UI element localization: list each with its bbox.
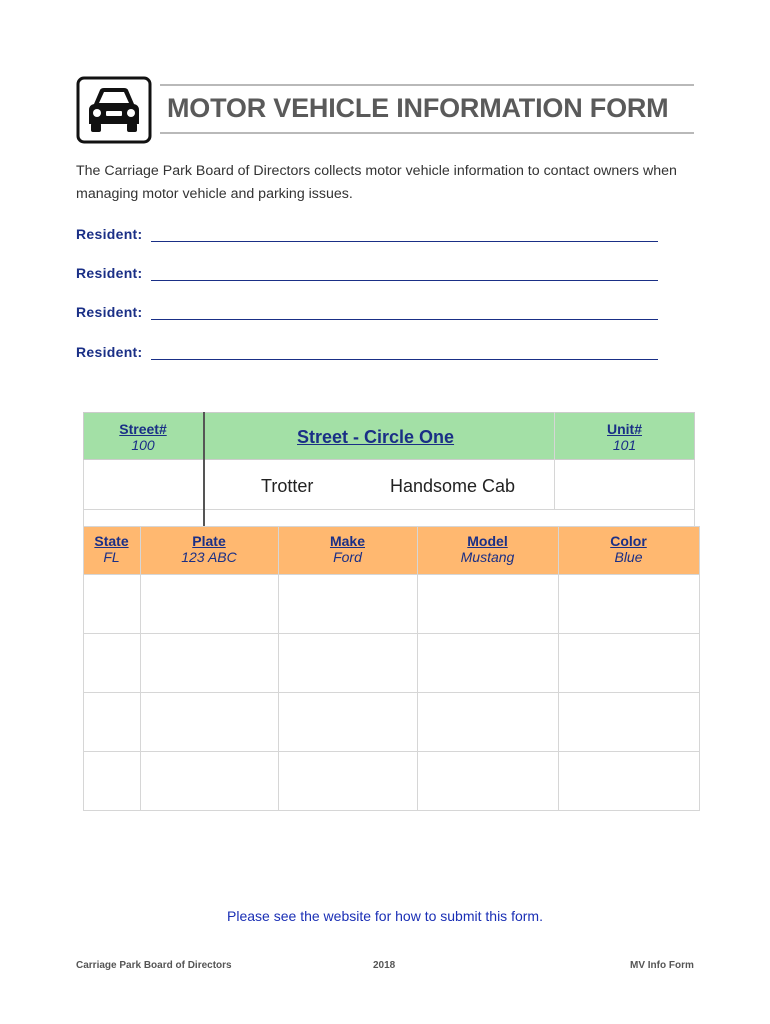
color-label: Color	[610, 533, 647, 549]
column-divider	[558, 526, 559, 811]
resident-input-line[interactable]	[151, 229, 659, 242]
intro-text: The Carriage Park Board of Directors collects motor vehicle information to contact owners when managing motor vehicle and parking issues.	[76, 163, 677, 202]
resident-input-line[interactable]	[151, 268, 659, 281]
make-header-cell	[278, 533, 417, 565]
state-label: State	[94, 533, 129, 549]
resident-name-first: Trotter	[261, 476, 314, 496]
row-divider	[83, 692, 700, 693]
header-rule-top	[160, 84, 694, 86]
footer-right: MV Info Form	[630, 960, 694, 971]
unit-label: Unit#	[607, 421, 642, 437]
model-header-cell	[417, 533, 558, 565]
resident-field-4[interactable]	[76, 340, 666, 360]
resident-name-second: Handsome Cab	[390, 476, 516, 496]
row-divider	[83, 810, 700, 811]
plate-label: Plate	[192, 533, 226, 549]
column-divider	[203, 412, 205, 526]
unit-value: 101	[612, 437, 637, 453]
plate-header-cell	[140, 533, 278, 565]
column-divider	[278, 526, 279, 811]
vehicle-table	[83, 526, 700, 811]
address-table-row	[83, 460, 695, 510]
submit-note: Please see the website for how to submit this form.	[227, 908, 543, 924]
header-rule-bottom	[160, 132, 694, 134]
resident-field-3[interactable]	[76, 300, 666, 320]
form-title: MOTOR VEHICLE INFORMATION FORM	[167, 93, 669, 123]
resident-input-line[interactable]	[151, 347, 659, 360]
footer-center: 2018	[373, 960, 396, 971]
resident-field-1[interactable]	[76, 222, 666, 242]
column-divider	[699, 526, 700, 811]
car-icon	[76, 76, 152, 144]
plate-value: 123 ABC	[181, 549, 237, 565]
state-value: FL	[103, 549, 120, 565]
column-divider	[83, 526, 84, 811]
resident-label: Resident:	[76, 304, 143, 320]
street-name: Street - Circle One	[297, 427, 455, 447]
resident-field-2[interactable]	[76, 261, 666, 281]
model-label: Model	[467, 533, 508, 549]
street-number-label: Street#	[119, 421, 167, 437]
address-table-row-empty	[83, 510, 695, 526]
row-divider	[83, 751, 700, 752]
color-header-cell	[558, 533, 699, 565]
row-divider	[83, 526, 700, 527]
resident-label: Resident:	[76, 265, 143, 281]
color-value: Blue	[614, 549, 643, 565]
make-label: Make	[329, 533, 366, 549]
row-divider	[83, 633, 700, 634]
resident-label: Resident:	[76, 226, 143, 242]
footer-left: Carriage Park Board of Directors	[76, 960, 232, 971]
state-header-cell	[83, 533, 140, 565]
unit-cell	[554, 421, 695, 453]
row-divider	[83, 574, 700, 575]
model-value: Mustang	[460, 549, 515, 565]
column-divider	[417, 526, 418, 811]
street-number-cell	[83, 421, 203, 453]
resident-label: Resident:	[76, 344, 143, 360]
resident-input-line[interactable]	[151, 307, 659, 320]
street-number-value: 100	[131, 437, 155, 453]
column-divider	[140, 526, 141, 811]
make-value: Ford	[333, 549, 362, 565]
